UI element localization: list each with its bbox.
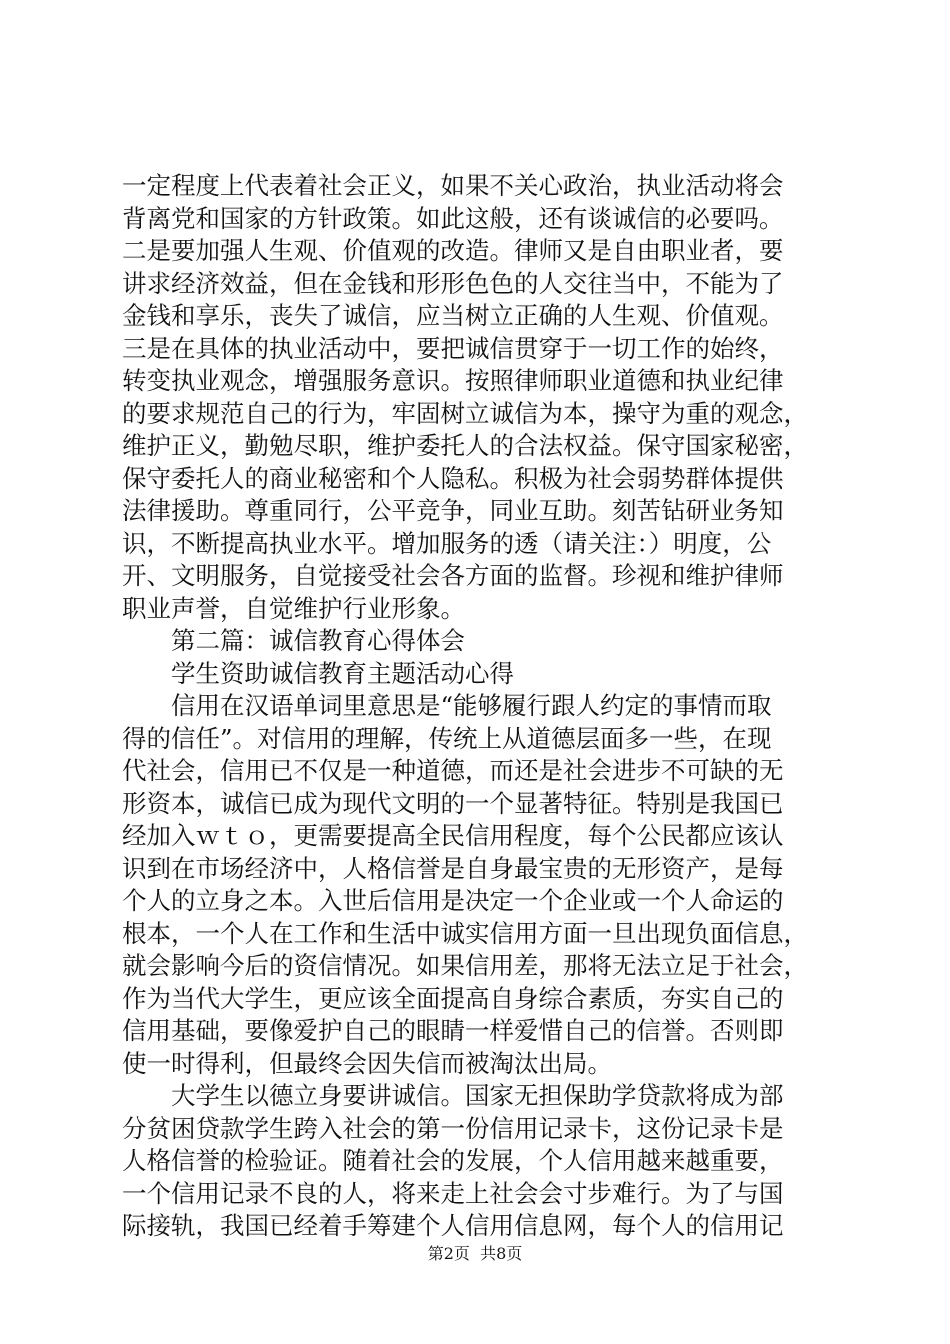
text-line: 分贫困贷款学生跨入社会的第一份信用记录卡，这份记录卡是 [122,1113,784,1143]
text-line: 背离党和国家的方针政策。如此这般，还有谈诚信的必要吗。 [122,203,784,233]
text-line: 的要求规范自己的行为，牢固树立诚信为本，操守为重的观念， [122,398,808,428]
text-line: 第二篇：诚信教育心得体会 [122,626,465,655]
text-line: 保守委托人的商业秘密和个人隐私。积极为社会弱势群体提供 [122,463,784,493]
text-line: 根本，一个人在工作和生活中诚实信用方面一旦出现负面信息， [122,918,808,948]
text-line: 际接轨，我国已经着手筹建个人信用信息网，每个人的信用记 [122,1211,784,1240]
text-line: 得的信任”。对信用的理解，传统上从道德层面多一些，在现 [122,723,772,753]
text-line: 开、文明服务，自觉接受社会各方面的监督。珍视和维护律师 [122,561,784,590]
text-line: 形资本，诚信已成为现代文明的一个显著特征。特别是我国已 [122,788,784,818]
text-line: 作为当代大学生，更应该全面提高自身综合素质，夯实自己的 [122,983,784,1013]
page-footer: 第2页 共8页 [427,1244,523,1263]
text-line: 代社会，信用已不仅是一种道德，而还是社会进步不可缺的无 [122,756,784,785]
text-line: 大学生以德立身要讲诚信。国家无担保助学贷款将成为部 [122,1081,784,1110]
text-line: 法律援助。尊重同行，公平竞争，同业互助。刻苦钻研业务知 [122,496,784,525]
body-text [122,170,834,1243]
text-line: 二是要加强人生观、价值观的改造。律师又是自由职业者，要 [122,236,784,265]
text-line: 信用在汉语单词里意思是“能够履行跟人约定的事情而取 [122,691,772,720]
text-line: 人格信誉的检验证。随着社会的发展，个人信用越来越重要， [122,1146,784,1175]
text-line: 识，不断提高执业水平。增加服务的透（请关注：）明度，公 [122,528,772,558]
text-line: 讲求经济效益，但在金钱和形形色色的人交往当中，不能为了 [122,268,784,298]
text-line: 经加入ｗｔｏ，更需要提高全民信用程度，每个公民都应该认 [122,821,784,850]
text-line: 识到在市场经济中，人格信誉是自身最宝贵的无形资产，是每 [122,853,784,883]
text-line: 维护正义，勤勉尽职，维护委托人的合法权益。保守国家秘密， [122,431,808,460]
text-line: 学生资助诚信教育主题活动心得 [122,658,514,688]
text-line: 一定程度上代表着社会正义，如果不关心政治，执业活动将会 [122,171,784,200]
text-line: 职业声誉，自觉维护行业形象。 [122,593,465,623]
text-line: 使一时得利，但最终会因失信而被淘汰出局。 [122,1048,612,1078]
text-line: 个人的立身之本。入世后信用是决定一个企业或一个人命运的 [122,886,784,915]
text-line: 三是在具体的执业活动中，要把诚信贯穿于一切工作的始终， [122,333,784,363]
text-line: 转变执业观念，增强服务意识。按照律师职业道德和执业纪律 [122,366,784,395]
text-line: 就会影响今后的资信情况。如果信用差，那将无法立足于社会， [122,951,808,980]
text-line: 一个信用记录不良的人，将来走上社会会寸步难行。为了与国 [122,1178,784,1208]
text-line: 信用基础，要像爱护自己的眼睛一样爱惜自己的信誉。否则即 [122,1016,784,1045]
text-line: 金钱和享乐，丧失了诚信，应当树立正确的人生观、价值观。 [122,301,784,330]
